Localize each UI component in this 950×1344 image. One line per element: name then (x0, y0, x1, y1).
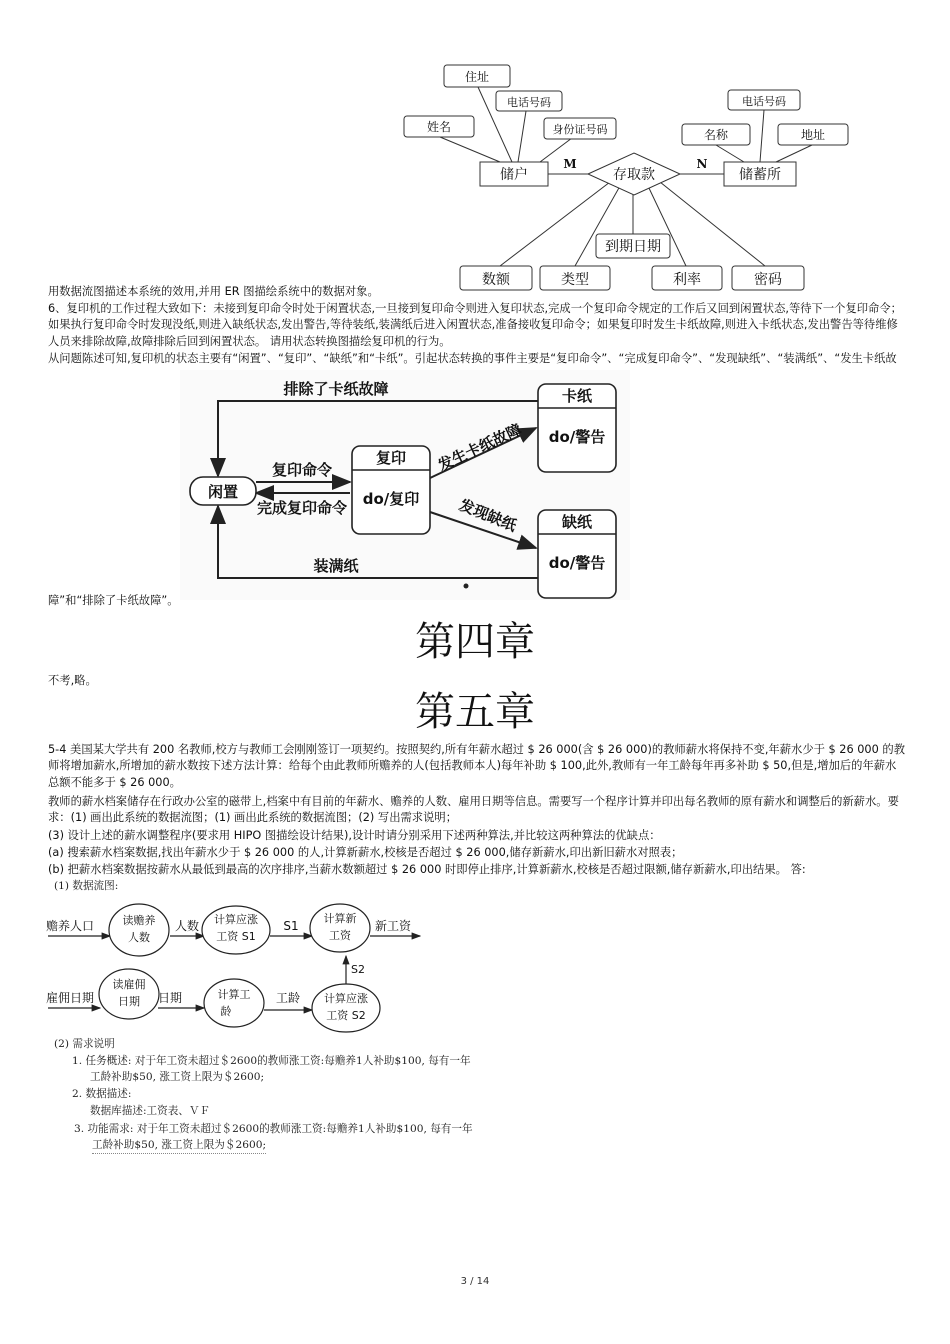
attr-phone-right: 电话号码 (742, 95, 786, 108)
dfd-calc-s2-l2: 工资 S2 (326, 1009, 366, 1022)
para-5-4: 5-4 美国某大学共有 200 名教师,校方与教师工会刚刚签订一项契约。按照契约,所有年薪水超过 $ 26 000(含 $ 26 000)的教师薪水将保持不变,年薪水少于 $ 26 000 的教师将增加薪水,所增加的薪水数按下述方法计算：给每个由此教师所赡养的人(包括教师本人)每年补助 $ 100,此外,教师有一年工龄每年再多补助 $ 50,但是,增加后的年薪水总额不能多于 $ 26 000。 (48, 743, 905, 789)
state-copy-action: do/复印 (362, 490, 420, 508)
dfd-read-dep-l2: 人数 (128, 931, 150, 944)
event-refill: 装满纸 (313, 557, 359, 575)
chapter-4-title: 第四章 (415, 619, 535, 665)
state-nopaper-action: do/警告 (548, 554, 606, 572)
state-nopaper-title: 缺纸 (561, 513, 593, 531)
para-5-4-e: (b) 把薪水档案数据按薪水从最低到最高的次序排序,当薪水数额超过 $ 26 000 时即停止排序,计算新薪水,校核是否超过限额,储存新薪水,印出结果。 答: (48, 863, 806, 876)
dfd-calc-age (204, 979, 264, 1027)
stray-dot (464, 584, 469, 589)
para-er-tail: 用数据流图描述本系统的效用,并用 ER 图描绘系统中的数据对象。 (48, 285, 379, 298)
entity-depositor: 储户 (500, 167, 528, 183)
attr-name: 姓名 (426, 120, 452, 134)
dfd-calc-s1-l1: 计算应涨 (214, 913, 258, 926)
dfd-calc-age-l2: 龄 (220, 1005, 232, 1018)
attr-type: 类型 (561, 272, 589, 288)
attr-rate: 利率 (673, 272, 701, 288)
page-number: 3 / 14 (460, 1276, 490, 1287)
attr-baddr: 地址 (800, 128, 826, 142)
dfd-calc-new-l2: 工资 (329, 929, 351, 942)
dfd-flow-age: 工龄 (275, 991, 301, 1005)
event-jam-cleared: 排除了卡纸故障 (283, 380, 389, 398)
attr-address: 住址 (464, 70, 490, 84)
req-1a: 1. 任务概述: 对于年工资未超过＄2600的教师涨工资:每赡养1人补助$100, 每有一年 (72, 1055, 471, 1067)
dfd-flow-s2: S2 (351, 963, 365, 976)
state-jam-action: do/警告 (548, 428, 606, 446)
attr-pwd: 密码 (754, 272, 782, 288)
req-1b: 工龄补助$50, 涨工资上限为＄2600; (90, 1071, 265, 1083)
event-nopaper: 发现缺纸 (456, 495, 520, 535)
attr-amount: 数额 (482, 272, 510, 288)
attr-id: 身份证号码 (552, 123, 608, 136)
dfd-flow-date: 日期 (157, 991, 183, 1005)
dfd-read-hire-l1: 读雇佣 (112, 978, 146, 991)
para-5-4-d: (a) 搜索薪水档案数据,找出年薪水少于 $ 26 000 的人,计算新薪水,校核是否超过 $ 26 000,储存新薪水,印出新旧薪水对照表； (48, 846, 683, 859)
event-copy-cmd: 复印命令 (271, 461, 333, 479)
dfd-read-dep-l1: 读赡养 (122, 914, 156, 927)
req-2: 2. 数据描述: (72, 1088, 132, 1100)
card-n: N (696, 157, 708, 171)
dfd-flow-count: 人数 (174, 919, 200, 933)
state-jam-title: 卡纸 (561, 387, 593, 405)
dfd-flow-s1: S1 (283, 919, 299, 933)
dfd-calc-age-l1: 计算工 (217, 988, 251, 1001)
chapter-4-body: 不考,略。 (48, 674, 97, 687)
dfd-in-hire: 雇佣日期 (45, 991, 95, 1005)
dfd-caption: (1) 数据流图: (54, 880, 119, 892)
attr-phone-left: 电话号码 (507, 96, 551, 109)
para-q6-answer-tail: 障”和“排除了卡纸故障”。 (48, 594, 179, 607)
req-3a: 3. 功能需求: 对于年工资未超过＄2600的教师涨工资:每赡养1人补助$100, 每有一年 (74, 1123, 473, 1135)
attr-due: 到期日期 (605, 239, 661, 255)
para-5-4-c: (3) 设计上述的薪水调整程序(要求用 HIPO 图描绘设计结果),设计时请分别采用下述两种算法,并比较这两种算法的优缺点： (48, 829, 661, 842)
data-flow-diagram (44, 895, 434, 1035)
entity-branch: 储蓄所 (739, 167, 781, 183)
para-5-4-b: 教师的薪水档案储存在行政办公室的磁带上,档案中有目前的年薪水、赡养的人数、雇用日期等信息。需要写一个程序计算并印出每名教师的原有薪水和调整后的新薪水。要求：(1) 画出此系统的数据流图；(1) 画出此系统的数据流图；(2) 写出需求说明； (48, 795, 899, 825)
para-q6-answer: 从问题陈述可知,复印机的状态主要有“闲置”、“复印”、“缺纸”和“卡纸”。引起状态转换的事件主要是“复印命令”、“完成复印命令”、“发现缺纸”、“装满纸”、“发生卡纸故 (48, 352, 897, 365)
card-m: M (563, 157, 577, 171)
req-3b: 工龄补助$50, 涨工资上限为＄2600; (92, 1137, 266, 1154)
req-2b: 数据库描述:工资表、ＶＦ (90, 1105, 211, 1117)
er-diagram (390, 58, 870, 298)
state-idle: 闲置 (207, 483, 239, 501)
relation-label: 存取款 (613, 167, 655, 183)
dfd-read-hire (99, 969, 159, 1019)
dfd-read-hire-l2: 日期 (118, 995, 140, 1008)
event-copy-done: 完成复印命令 (256, 499, 348, 517)
dfd-calc-new-l1: 计算新 (323, 912, 357, 925)
dfd-in-dependents: 赡养人口 (45, 919, 95, 933)
state-diagram (180, 370, 630, 600)
chapter-5-title: 第五章 (415, 689, 535, 735)
state-copy-title: 复印 (375, 449, 407, 467)
req-heading: (2) 需求说明 (54, 1038, 115, 1050)
dfd-calc-s2-l1: 计算应涨 (324, 992, 368, 1005)
dfd-read-dependents (109, 904, 169, 956)
attr-bname: 名称 (703, 128, 729, 142)
dfd-flow-new: 新工资 (374, 919, 412, 933)
event-jam: 发生卡纸故障 (435, 420, 525, 475)
dfd-calc-s1-l2: 工资 S1 (216, 930, 256, 943)
para-q6: 6、复印机的工作过程大致如下：未接到复印命令时处于闲置状态,一旦接到复印命令则进入复印状态,完成一个复印命令规定的工作后又回到闲置状态,等待下一个复印命令；如果执行复印命令时发现没纸,则进入缺纸状态,发出警告,等待装纸,装满纸后进入闲置状态,准备接收复印命令；如果复印时发生卡纸故障,则进入卡纸状态,发出警告等待维修人员来排除故障,故障排除后回到闲置状态。 请用状态转换图描绘复印机的行为。 (48, 302, 902, 348)
